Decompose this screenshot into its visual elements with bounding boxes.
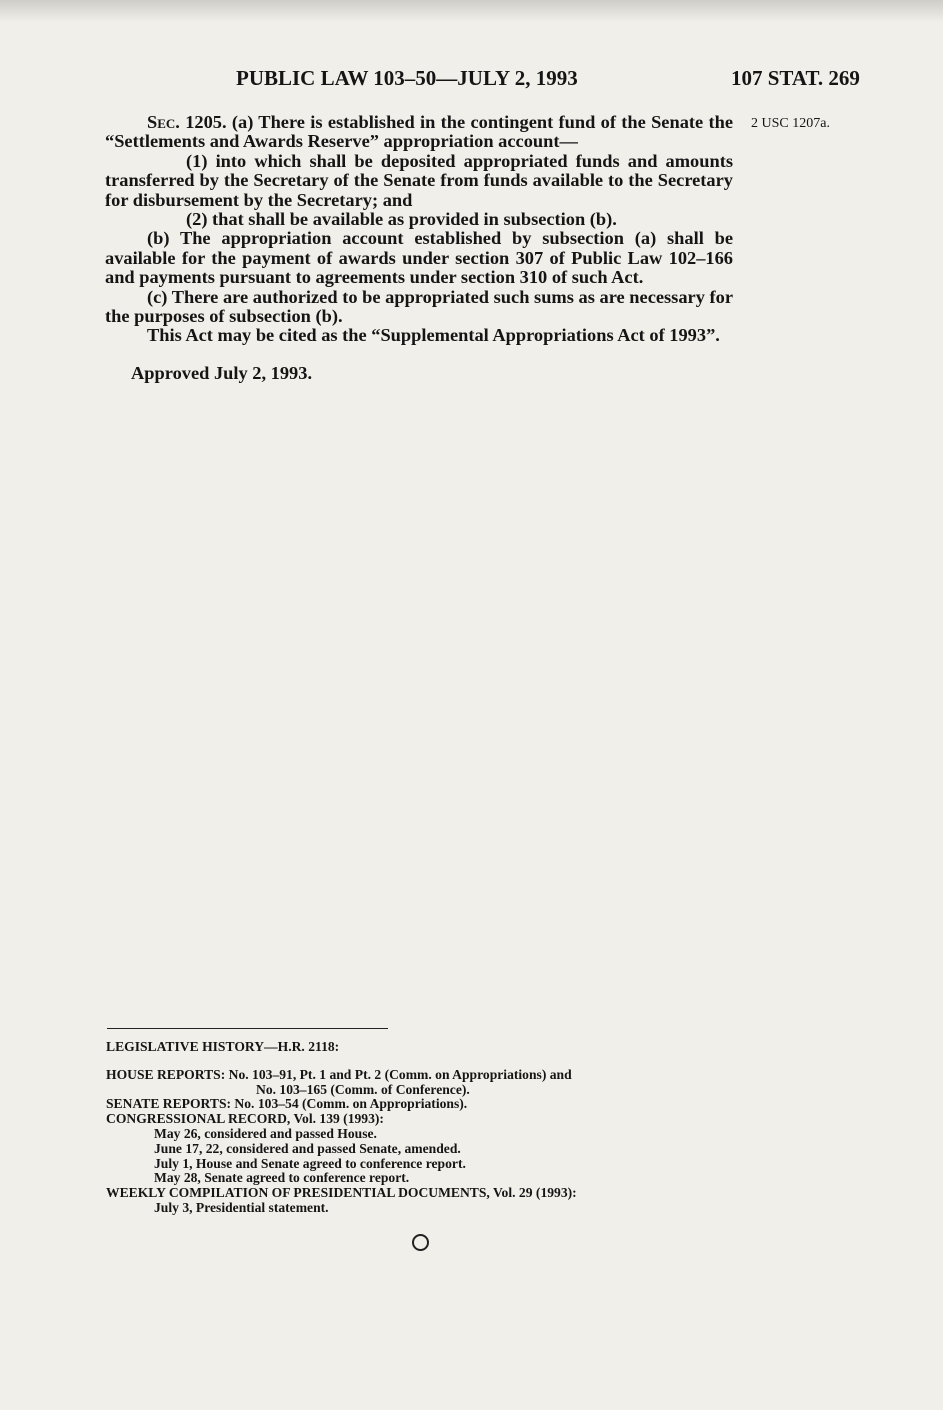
subsection-c: (c) There are authorized to be appropriated such sums as are necessary for the purposes of subsection (b). [105,286,733,327]
history-line: WEEKLY COMPILATION OF PRESIDENTIAL DOCUMENTS, Vol. 29 (1993): [106,1185,577,1201]
history-line: No. 103–165 (Comm. of Conference). [256,1081,470,1097]
section-1205-paragraph [105,113,733,152]
end-of-document-icon [412,1234,429,1251]
approval-date: Approved July 2, 1993. [131,362,313,383]
section-1205-text: 1205. (a) There is established in the contingent fund of the Senate the “Settlements and Awards Reserve” appropriation account— [105,112,733,152]
clause-2: (2) that shall be available as provided in subsection (b). [186,209,617,230]
history-line: May 26, considered and passed House. [154,1125,377,1141]
history-line: SENATE REPORTS: No. 103–54 (Comm. on Appropriations). [106,1096,468,1112]
history-line: June 17, 22, considered and passed Senate, amended. [154,1140,461,1156]
legislative-history [106,1040,746,1216]
history-line: July 1, House and Senate agreed to conference report. [154,1155,466,1171]
margin-citation: 2 USC 1207a. [751,116,830,131]
clause-1: (1) into which shall be deposited appropriated funds and amounts transferred by the Secretary of the Senate from funds available to the Secretary for disbursement by the Secretary; and [105,150,733,210]
history-line: CONGRESSIONAL RECORD, Vol. 139 (1993): [106,1111,384,1127]
history-line: HOUSE REPORTS: No. 103–91, Pt. 1 and Pt. 2 (Comm. on Appropriations) and [106,1066,572,1082]
scan-edge [0,0,943,22]
section-label: Sec. [147,112,180,132]
history-line: May 28, Senate agreed to conference report. [154,1170,410,1186]
document-body [105,113,733,383]
page-header [0,66,943,96]
history-line: July 3, Presidential statement. [154,1199,329,1215]
legislative-history-heading: LEGISLATIVE HISTORY—H.R. 2118: [106,1039,340,1054]
subsection-b: (b) The appropriation account established by subsection (a) shall be available for the payment of awards under section 307 of Public Law 102–166 and payments pursuant to agreements under section 310 of such Act. [105,228,733,288]
page-title: PUBLIC LAW 103–50—JULY 2, 1993 [236,66,578,90]
short-title: This Act may be cited as the “Supplemental Appropriations Act of 1993”. [147,325,720,346]
statute-page-number: 107 STAT. 269 [731,66,860,90]
footnote-divider [107,1028,388,1029]
